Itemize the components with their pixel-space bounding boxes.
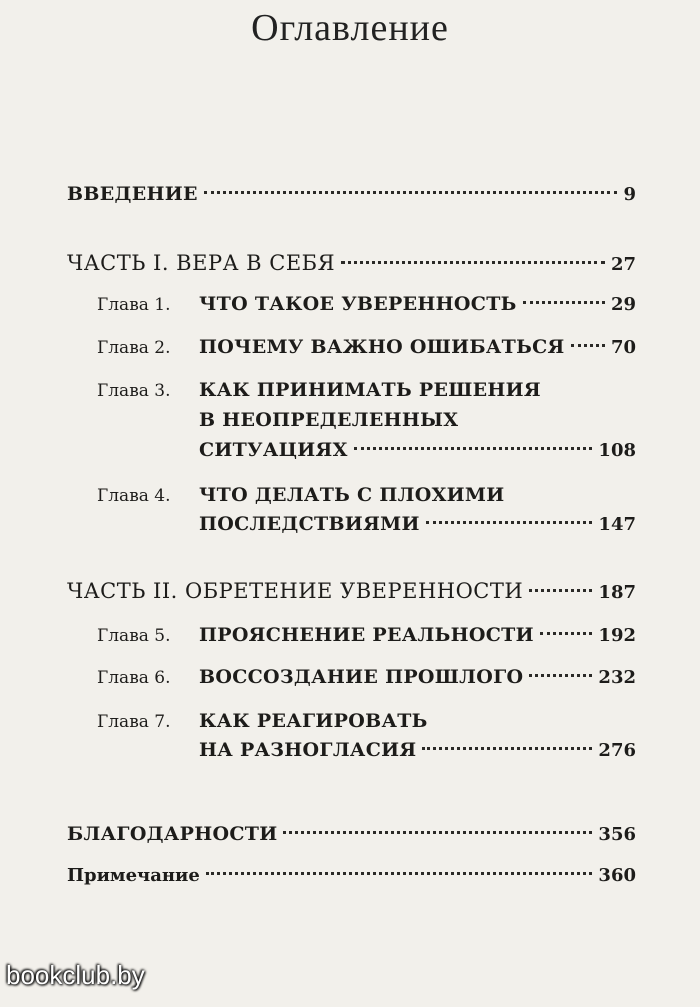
watermark: bookclub.by <box>6 960 145 990</box>
dot-leader <box>540 632 593 635</box>
toc-entry-chapter-2[interactable] <box>97 332 636 362</box>
dot-leader <box>426 521 593 524</box>
toc-entry-label: Примечание <box>67 865 200 886</box>
chapter-title: ПРОЯСНЕНИЕ РЕАЛЬНОСТИ <box>199 624 534 646</box>
dot-leader <box>529 674 592 677</box>
page-number: 27 <box>610 254 636 275</box>
toc-entry-part-1[interactable] <box>67 248 636 278</box>
toc-entry-chapter-4-line-1[interactable] <box>97 480 636 510</box>
toc-entry-chapter-1[interactable] <box>97 289 636 319</box>
dot-leader <box>523 301 605 304</box>
toc-entry-chapter-5[interactable] <box>97 620 636 650</box>
dot-leader <box>204 191 618 194</box>
page-number: 147 <box>598 514 636 535</box>
chapter-title: ПОЧЕМУ ВАЖНО ОШИБАТЬСЯ <box>199 336 565 358</box>
toc-entry-part-2[interactable] <box>67 576 636 606</box>
dot-leader <box>529 589 592 592</box>
chapter-prefix: Глава 7. <box>97 712 171 732</box>
toc-entry-label: ВВЕДЕНИЕ <box>67 183 198 205</box>
toc-entry-chapter-7-line-1[interactable] <box>97 706 636 736</box>
toc-entry-chapter-7-line-2[interactable] <box>199 735 636 765</box>
page-number: 360 <box>598 865 636 886</box>
page-title: Оглавление <box>251 7 449 49</box>
toc-entry-chapter-3-line-3[interactable] <box>199 435 636 465</box>
dot-leader <box>571 344 605 347</box>
chapter-prefix: Глава 1. <box>97 295 171 315</box>
dot-leader <box>354 447 593 450</box>
toc-entry-intro[interactable] <box>67 179 636 209</box>
chapter-title-line-1: ЧТО ДЕЛАТЬ С ПЛОХИМИ <box>199 484 505 506</box>
page-number: 192 <box>598 625 636 646</box>
dot-leader <box>206 872 593 875</box>
toc-entry-chapter-3-line-1[interactable] <box>97 375 636 405</box>
page-number: 29 <box>610 294 636 315</box>
chapter-title-line-1: КАК РЕАГИРОВАТЬ <box>199 710 428 732</box>
toc-entry-label: ЧАСТЬ II. ОБРЕТЕНИЕ УВЕРЕННОСТИ <box>67 579 524 603</box>
page-number: 187 <box>598 582 636 603</box>
toc-entry-chapter-4-line-2[interactable] <box>199 509 636 539</box>
page-number: 356 <box>598 824 636 845</box>
dot-leader <box>341 261 605 264</box>
toc-entry-label: ЧАСТЬ I. ВЕРА В СЕБЯ <box>67 251 336 275</box>
chapter-prefix: Глава 4. <box>97 486 171 506</box>
chapter-title-line-1: КАК ПРИНИМАТЬ РЕШЕНИЯ <box>199 379 541 401</box>
chapter-prefix: Глава 3. <box>97 381 171 401</box>
toc-entry-label: БЛАГОДАРНОСТИ <box>67 823 278 845</box>
chapter-prefix: Глава 2. <box>97 338 171 358</box>
chapter-title-line-2: В НЕОПРЕДЕЛЕННЫХ <box>199 409 459 431</box>
chapter-title-line-2: НА РАЗНОГЛАСИЯ <box>199 739 417 761</box>
page-number: 232 <box>598 667 636 688</box>
dot-leader <box>283 831 592 834</box>
toc-entry-acknowledgments[interactable] <box>67 819 636 849</box>
chapter-title-line-3: СИТУАЦИЯХ <box>199 439 348 461</box>
chapter-prefix: Глава 6. <box>97 668 171 688</box>
page-number: 108 <box>598 440 636 461</box>
dot-leader <box>422 747 592 750</box>
page-number: 276 <box>598 740 636 761</box>
page-number: 9 <box>623 184 636 205</box>
page-number: 70 <box>610 337 636 358</box>
toc-entry-notes[interactable] <box>67 861 636 891</box>
chapter-prefix: Глава 5. <box>97 626 171 646</box>
chapter-title: ЧТО ТАКОЕ УВЕРЕННОСТЬ <box>199 293 517 315</box>
chapter-title-line-2: ПОСЛЕДСТВИЯМИ <box>199 513 420 535</box>
chapter-title: ВОССОЗДАНИЕ ПРОШЛОГО <box>199 666 524 688</box>
toc-entry-chapter-6[interactable] <box>97 662 636 692</box>
